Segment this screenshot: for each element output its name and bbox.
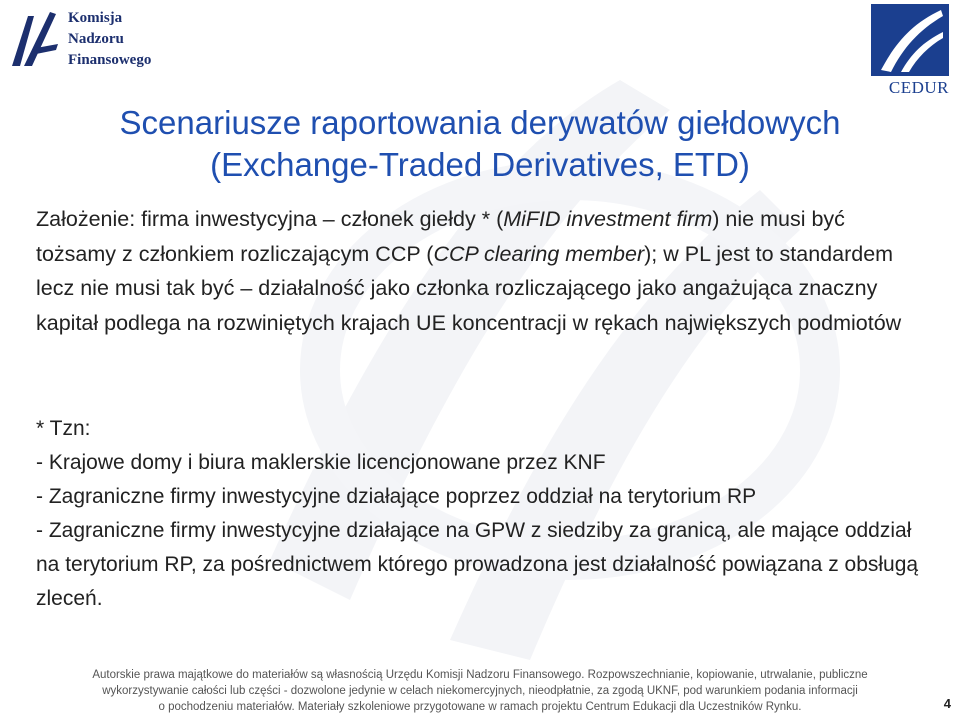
footer-line-2: wykorzystywanie całości lub części - dozwolone jedynie w celach niekomercyjnych, nieodpłatnie, za zgodą UKNF, pod warunkiem podania informacji xyxy=(102,685,858,697)
list-item: - Zagraniczne firmy inwestycyjne działające poprzez oddział na terytorium RP xyxy=(36,485,757,508)
assumption-part-2: ) nie musi być tożsamy z członkiem rozliczającym CCP ( xyxy=(36,207,845,266)
cedur-emblem-icon xyxy=(871,4,949,76)
assumption-paragraph xyxy=(36,202,916,340)
notes-heading: * Tzn: xyxy=(36,417,91,440)
slide-title xyxy=(40,102,920,186)
page-number: 4 xyxy=(943,696,951,711)
assumption-part-3: ); w PL jest to standardem lecz nie musi tak być – działalność jako członka rozliczającego jako angażująca znaczny kapitał podlega na rozwiniętych krajach UE koncentracji w rękach największych podmiotów xyxy=(36,241,902,335)
list-item: - Zagraniczne firmy inwestycyjne działające na GPW z siedziby za granicą, ale mające oddział na terytorium RP, za pośrednictwem którego prowadzona jest działalność powiązana z obsługą zleceń. xyxy=(36,519,919,610)
cedur-wordmark: CEDUR xyxy=(888,78,949,97)
knf-line-1: Komisja xyxy=(68,10,123,26)
assumption-part-1: Założenie: firma inwestycyjna – członek giełdy * ( xyxy=(36,207,504,231)
list-item: - Krajowe domy i biura maklerskie licencjonowane przez KNF xyxy=(36,451,606,474)
knf-line-3: Finansowego xyxy=(68,52,152,68)
footer-line-3: o pochodzeniu materiałów. Materiały szkoleniowe przygotowane w ramach projektu Centrum Edukacji dla Uczestników Rynku. xyxy=(158,701,802,713)
assumption-italic-1: MiFID investment firm xyxy=(503,207,713,231)
title-line-2: (Exchange-Traded Derivatives, ETD) xyxy=(210,146,750,183)
copyright-footer xyxy=(60,667,900,715)
assumption-italic-2: CCP clearing member xyxy=(433,241,645,266)
knf-emblem-icon xyxy=(6,8,62,72)
knf-wordmark xyxy=(68,8,151,71)
notes-list xyxy=(36,412,926,616)
knf-line-2: Nadzoru xyxy=(68,31,124,47)
title-line-1: Scenariusze raportowania derywatów giełdowych xyxy=(119,104,841,141)
cedur-logo xyxy=(871,4,949,96)
cedur-emblem xyxy=(871,4,949,76)
knf-logo xyxy=(6,6,166,78)
footer-line-1: Autorskie prawa majątkowe do materiałów są własnością Urzędu Komisji Nadzoru Finansowego. Rozpowszechnianie, kopiowanie, utrwalanie, publiczne xyxy=(92,669,868,681)
assumption-text xyxy=(36,202,916,340)
